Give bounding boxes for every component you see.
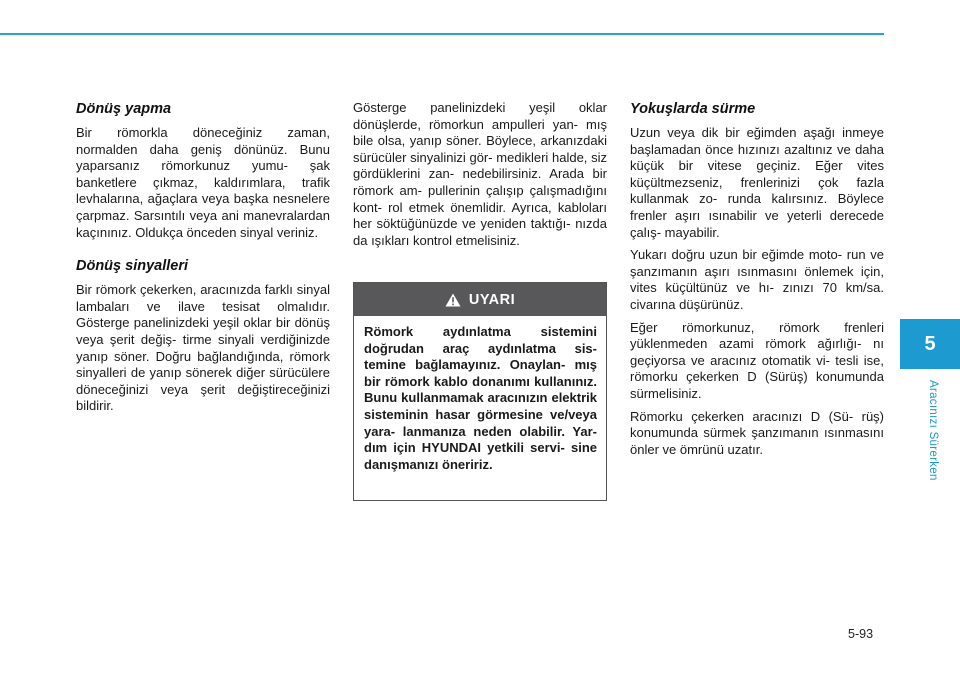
warning-box [353,282,607,501]
column-left [76,100,330,415]
top-rule [0,33,884,35]
paragraph-downhill: Uzun veya dik bir eğimden aşağı inmeye başlamadan önce hızınızı azaltınız ve daha küçük bir vitese geçiniz. Eğer vites küçültmezseniz, frenlerinizi çok fazla kullanmak zo- runda kalırsınız. Böylece frenler aşırı ısınabilir ve yeterli derecede çalış- mayabilir. [630,125,884,240]
section-text-donus-sinyalleri: Bir römork çekerken, aracınızda farklı sinyal lambaları ve ilave tesisat olmalıdır. Gösterge panelinizdeki yeşil oklar bir dönüş veya şerit değiş- tirme sinyali verdiğinizde yanıp söner. Doğru bağlandığında, römork sinyalleri de yanıp sönerek diğer sürücülere döneceğinizi veya şerit değiştireceğinizi bildirir. [76,282,330,414]
chapter-tab: 5 [900,319,960,369]
paragraph-transmission: Römorku çekerken aracınızı D (Sü- rüş) konumunda sürmek şanzımanın ısınmasını önler ve ömrünü uzatır. [630,408,884,457]
paragraph-uphill: Yukarı doğru uzun bir eğimde moto- run ve şanzımanın aşırı ısınmasını önlemek için, vites küçültünüz ve hı- zınızı 70 km/sa. civarına düşürünüz. [630,247,884,312]
chapter-label: Aracınızı Sürerken [927,380,939,481]
section-title-donus-yapma: Dönüş yapma [76,101,172,117]
warning-header [354,283,606,316]
paragraph-signal-check: Gösterge panelinizdeki yeşil oklar dönüşlerde, römorkun ampulleri yan- mış bile olsa, yanıp söner. Böylece, arkanızdaki sürücüler sinyalinizi gör- medikleri halde, siz gördüklerini zan- nedebilirsiniz. Arada bir römork am- pullerinin çalışıp çalışmadığını kont- rol etmek önemlidir. Ayrıca, kabloları her söktüğünüzde ve yeniden taktığı- nızda da ışıkları kontrol etmelisiniz. [353,100,607,248]
section-title-donus-sinyalleri: Dönüş sinyalleri [76,258,189,275]
page-number: 5-93 [848,627,874,641]
section-text-donus-yapma: Bir römorkla döneceğiniz zaman, normalden daha geniş dönünüz. Bunu yaparsanız römorkunuz yumu- şak banketlere çıkmaz, kaldırımlara, trafik levhalarına, ağaçlara veya başka nesnelere çarpmaz. Sarsıntılı veya ani manevralardan kaçınınız. Oldukça önceden sinyal veriniz. [76,125,330,240]
warning-text: Römork aydınlatma sistemini doğrudan araç aydınlatma sis- temine bağlamayınız. Onaylan- mış bir römork kablo donanımı kullanınız. Bunu kullanmamak aracınızın elektrik sisteminin hasar görmesine ve/veya yara- lanmanıza neden olabilir. Yar- dım için HYUNDAI yetkili servi- sine danışmanızı öneririz. [364,324,597,472]
warning-triangle-icon [445,293,461,307]
column-right [630,100,884,458]
section-title-yokuslarda-surme: Yokuşlarda sürme [630,101,756,117]
paragraph-automatic: Eğer römorkunuz, römork frenleri yüklenmeden azami römork ağırlığı- nı geçiyorsa ve aracınız otomatik vi- tesli ise, römorku çekerken D (Sürüş) konumunda sürmelisiniz. [630,319,884,401]
column-middle [353,100,607,249]
warning-label: UYARI [468,291,516,308]
